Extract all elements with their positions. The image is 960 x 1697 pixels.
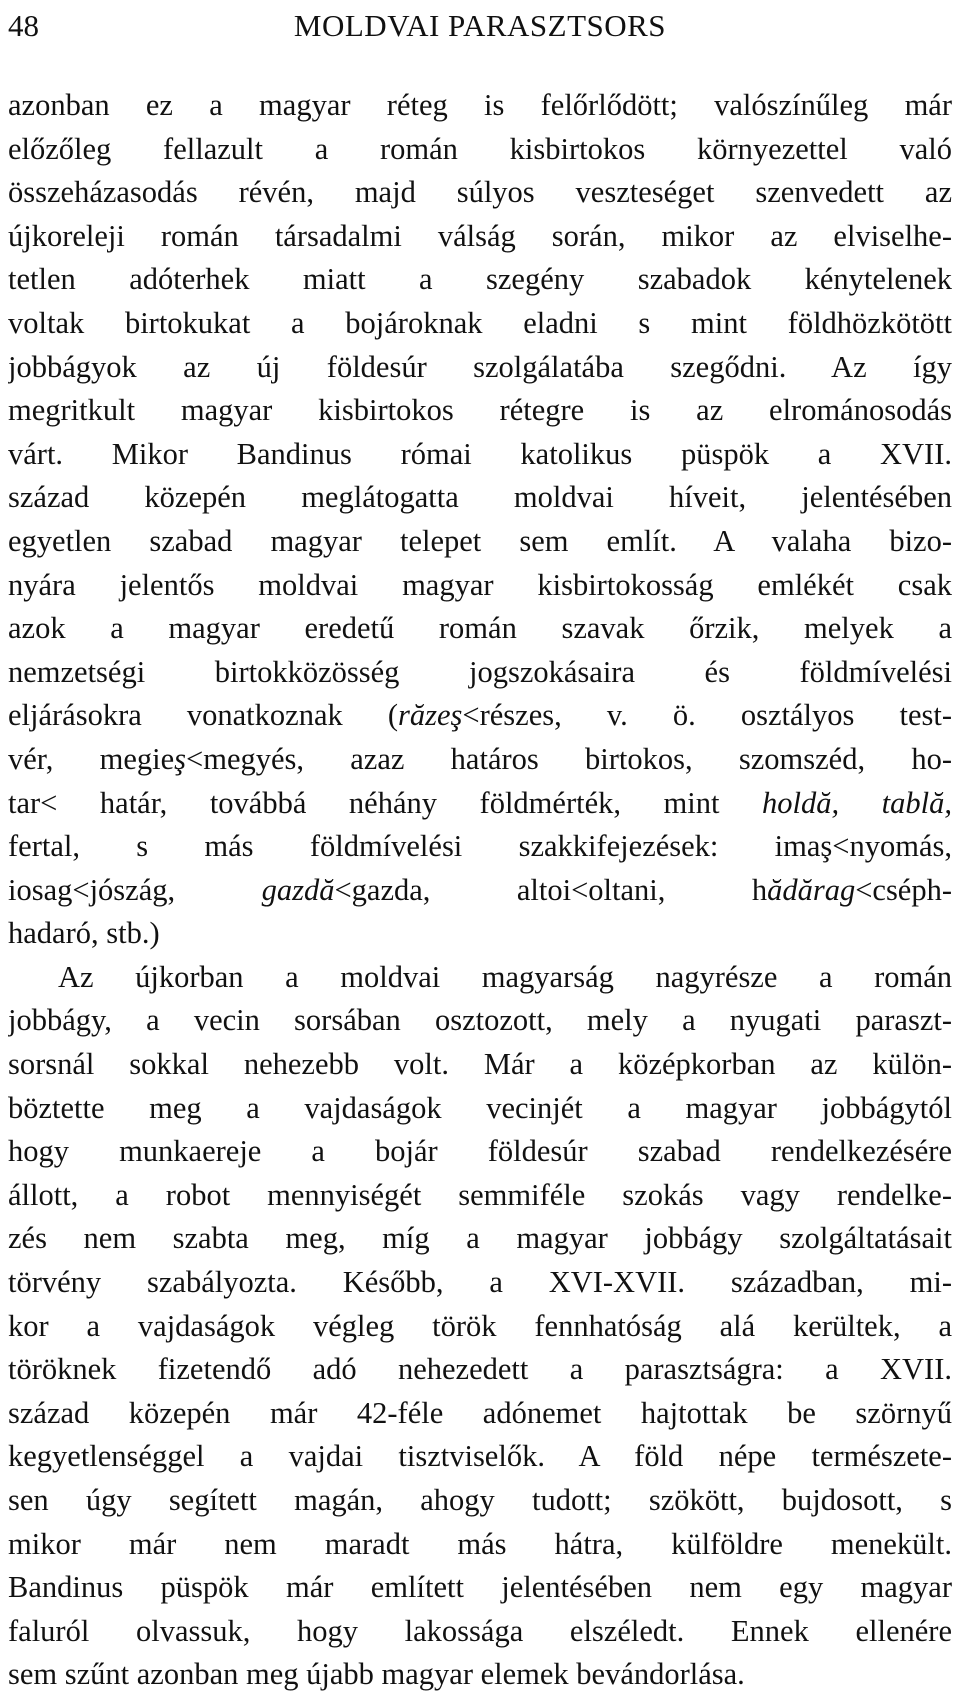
- text-line: újkoreleji román társadalmi válság során, mikor az elviselhe-: [8, 218, 952, 253]
- text-line: voltak birtokukat a bojároknak eladni s mint földhözkötött: [8, 305, 952, 340]
- text-line: hogy munkaereje a bojár földesúr szabad rendelkezésére: [8, 1134, 952, 1169]
- text-line: jobbágyok az új földesúr szolgálatába szegődni. Az így: [8, 349, 952, 384]
- text-line: azok a magyar eredetű román szavak őrzik, melyek a: [8, 611, 952, 646]
- text-line: sem szűnt azonban meg újabb magyar elemek bevándorlása.: [8, 1657, 745, 1692]
- text-segment: vér, megie: [8, 741, 175, 776]
- text-line: [8, 694, 952, 738]
- text-line: várt. Mikor Bandinus római katolikus püspök a XVII.: [8, 436, 952, 471]
- text-line: század közepén már 42-féle adónemet hajtottak be szörnyű: [8, 1395, 952, 1430]
- text-segment: iosag<jószág,: [8, 872, 262, 907]
- page-header: [8, 4, 952, 48]
- text-line: nemzetségi birtokközösség jogszokásaira és földmívelési: [8, 654, 952, 689]
- text-line: Az újkorban a moldvai magyarság nagyrésze a román: [58, 959, 952, 994]
- text-line: nyára jelentős moldvai magyar kisbirtokosság emlékét csak: [8, 567, 952, 602]
- text-line: mikor már nem maradt más hátra, külföldre menekült.: [8, 1526, 952, 1561]
- text-line: előzőleg fellazult a román kisbirtokos környezettel való: [8, 131, 952, 166]
- text-line: jobbágy, a vecin sorsában osztozott, mely a nyugati paraszt-: [8, 1003, 952, 1038]
- text-line: összeházasodás révén, majd súlyos veszteséget szenvedett az: [8, 175, 952, 210]
- italic-term: ş: [174, 741, 187, 776]
- text-segment: eljárásokra vonatkoznak (: [8, 698, 398, 733]
- book-page: [8, 0, 952, 1697]
- text-line: törvény szabályozta. Később, a XVI-XVII. században, mi-: [8, 1265, 952, 1300]
- text-line: sorsnál sokkal nehezebb volt. Már a középkorban az külön-: [8, 1047, 952, 1082]
- text-line: kegyetlenséggel a vajdai tisztviselők. A föld népe természete-: [8, 1439, 952, 1474]
- text-line: azonban ez a magyar réteg is felőrlődött; valószínűleg már: [8, 88, 952, 122]
- text-line: egyetlen szabad magyar telepet sem említ. A valaha bizo-: [8, 523, 952, 558]
- text-line: [8, 869, 952, 913]
- text-segment: <cséph-: [855, 872, 952, 907]
- text-line: sen úgy segített magán, ahogy tudott; szökött, bujdosott, s: [8, 1483, 952, 1517]
- text-line: faluról olvassuk, hogy lakossága elszéledt. Ennek ellenére: [8, 1613, 952, 1648]
- text-line: állott, a robot mennyiségét semmiféle szokás vagy rendelke-: [8, 1177, 952, 1212]
- text-line: [8, 738, 952, 782]
- page-number: 48: [8, 8, 39, 43]
- running-title: MOLDVAI PARASZTSORS: [293, 8, 667, 43]
- text-segment: tar< határ, továbbá néhány földmérték, mint: [8, 785, 763, 820]
- text-line: töröknek fizetendő adó nehezedett a parasztságra: a XVII.: [8, 1352, 952, 1387]
- text-segment: <részes, v. ö. osztályos test-: [462, 698, 952, 733]
- paragraph-2: [8, 956, 952, 1697]
- text-line: Bandinus püspök már említett jelentésében nem egy magyar: [8, 1570, 952, 1605]
- text-line: zés nem szabta meg, míg a magyar jobbágy szolgáltatásait: [8, 1221, 952, 1256]
- italic-term: răzeş: [398, 698, 463, 733]
- text-line: megritkult magyar kisbirtokos rétegre is az elrománosodás: [8, 393, 952, 428]
- text-line: [8, 782, 952, 826]
- text-segment: <gazda, altoi<oltani, h: [334, 872, 768, 907]
- paragraph-1: [8, 84, 952, 956]
- text-segment: <megyés, azaz határos birtokos, szomszéd, ho-: [186, 741, 952, 776]
- text-line: fertal, s más földmívelési szakkifejezések: imaş<nyomás,: [8, 829, 952, 864]
- text-line: böztette meg a vajdaságok vecinjét a magyar jobbágytól: [8, 1090, 952, 1125]
- italic-term: holdă, tablă,: [762, 785, 952, 820]
- italic-term: ădărag: [767, 872, 856, 907]
- text-line: század közepén meglátogatta moldvai híveit, jelentésében: [8, 480, 952, 515]
- text-line: tetlen adóterhek miatt a szegény szabadok kénytelenek: [8, 262, 952, 297]
- text-line: hadaró, stb.): [8, 916, 160, 951]
- body-text: [8, 84, 952, 1697]
- text-line: kor a vajdaságok végleg török fennhatóság alá kerültek, a: [8, 1308, 952, 1343]
- italic-term: gazdă: [261, 872, 335, 907]
